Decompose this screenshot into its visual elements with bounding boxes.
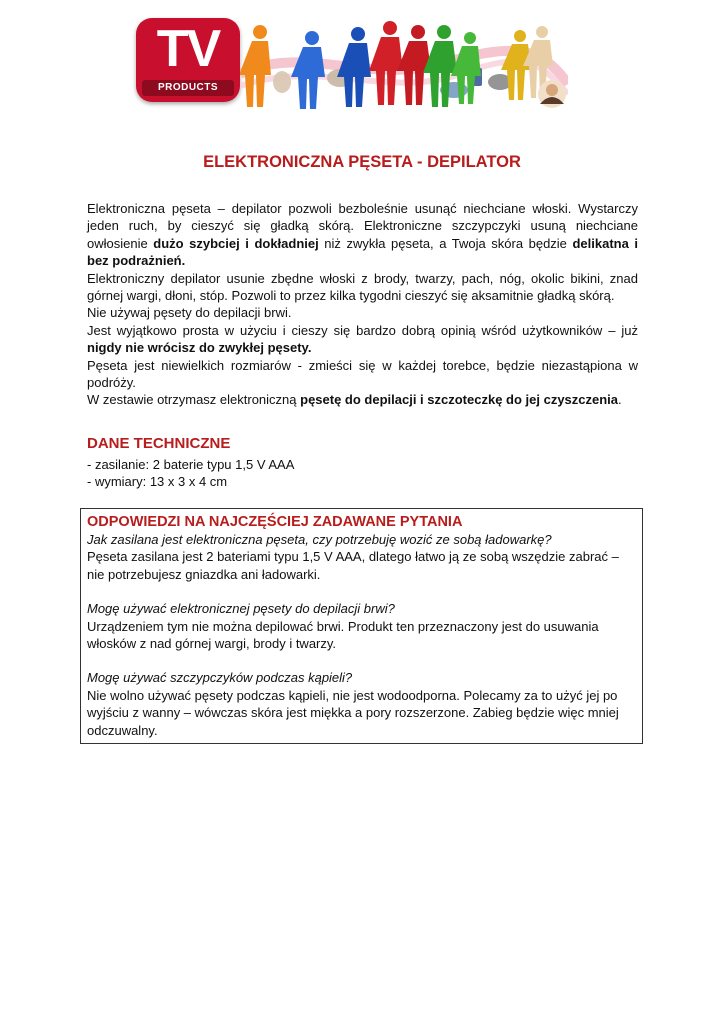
faq-heading: ODPOWIEDZI NA NAJCZĘŚCIEJ ZADAWANE PYTANIA bbox=[87, 514, 463, 530]
text-span: niż zwykła pęseta, a Twoja skóra będzie bbox=[318, 235, 573, 251]
bold-text: delikatna i bez podrażnień. bbox=[87, 235, 638, 269]
bold-text: dużo szybciej i dokładniej bbox=[153, 235, 319, 251]
description-paragraph-4 bbox=[87, 322, 638, 357]
faq-item bbox=[87, 669, 636, 739]
people-illustration bbox=[240, 14, 568, 112]
faq-question: Mogę używać elektronicznej pęsety do depilacji brwi? bbox=[87, 601, 395, 617]
logo-strip bbox=[142, 80, 234, 96]
faq-item bbox=[87, 600, 636, 652]
product-description bbox=[87, 200, 638, 409]
figure-blue-1 bbox=[291, 31, 325, 109]
text-span: Jest wyjątkowo prosta w użyciu i cieszy się bardzo dobrą opinią wśród użytkowników – już bbox=[87, 322, 638, 338]
faq-answer: Nie wolno używać pęsety podczas kąpieli, nie jest wodoodporna. Polecamy za to użyć jej po wyjściu z wanny – wówczas skóra jest miękka a pory rozszerzone. Zabieg będzie więc mniej odczuwalny. bbox=[87, 687, 619, 738]
faq-question: Mogę używać szczypczyków podczas kąpieli? bbox=[87, 670, 353, 686]
tech-list bbox=[87, 456, 638, 491]
bold-text: nigdy nie wrócisz do zwykłej pęsety. bbox=[87, 340, 312, 356]
faq-answer: Urządzeniem tym nie można depilować brwi. Produkt ten przeznaczony jest do usuwania włosków z nad górnej wargi, brody i twarzy. bbox=[87, 618, 599, 652]
description-paragraph-1 bbox=[87, 200, 638, 270]
figure-red-1 bbox=[369, 21, 403, 105]
tech-item: - zasilanie: 2 baterie typu 1,5 V AAA bbox=[87, 457, 295, 472]
figure-orange bbox=[240, 25, 271, 107]
page-title: ELEKTRONICZNA PĘSETA - DEPILATOR bbox=[203, 153, 521, 171]
portrait-photo bbox=[538, 80, 566, 108]
header-banner bbox=[136, 14, 568, 112]
text-span: . bbox=[618, 392, 622, 408]
faq-spacer bbox=[87, 652, 636, 669]
faq-item bbox=[87, 531, 636, 583]
tech-heading: DANE TECHNICZNE bbox=[87, 435, 231, 452]
tech-item: - wymiary: 13 x 3 x 4 cm bbox=[87, 474, 228, 490]
faq-spacer bbox=[87, 583, 636, 600]
faq-question: Jak zasilana jest elektroniczna pęseta, czy potrzebuję wozić ze sobą ładowarkę? bbox=[87, 532, 552, 547]
text-span: Elektroniczna pęseta – depilator pozwoli bezboleśnie usunąć niechciane włoski. Wystarczy jeden ruch, by cieszyć się gładką skórą. Elektroniczne szczypczyki usuną niechciane owłosienie bbox=[87, 201, 638, 251]
tv-products-logo bbox=[136, 18, 240, 102]
logo-tv-text: TV bbox=[156, 20, 220, 78]
description-paragraph-5: Pęseta jest niewielkich rozmiarów - zmieści się w każdej torebce, będzie niezastąpiona w podróży. bbox=[87, 357, 638, 391]
text-span: W zestawie otrzymasz elektroniczną bbox=[87, 392, 301, 408]
figure-red-2 bbox=[397, 25, 431, 105]
description-paragraph-6 bbox=[87, 391, 638, 408]
faq-box bbox=[80, 508, 643, 744]
description-paragraph-2: Elektroniczny depilator usunie zbędne włoski z brody, twarzy, pach, nóg, okolic bikini, znad górnej wargi, dłoni, stóp. Pozwoli to przez kilka tygodni cieszyć się aksamitnie gładką skórą. bbox=[87, 270, 638, 304]
description-paragraph-3: Nie używaj pęsety do depilacji brwi. bbox=[87, 305, 292, 321]
faq-answer: Pęseta zasilana jest 2 bateriami typu 1,5 V AAA, dlatego łatwo ją ze sobą wszędzie zabrać – nie potrzebujesz gniazdka ani ładowarki. bbox=[87, 549, 619, 582]
figure-blue-2 bbox=[337, 27, 371, 107]
bold-text: pęsetę do depilacji i szczoteczkę do jej czyszczenia bbox=[300, 392, 619, 408]
logo-products-text: PRODUCTS bbox=[157, 82, 219, 93]
